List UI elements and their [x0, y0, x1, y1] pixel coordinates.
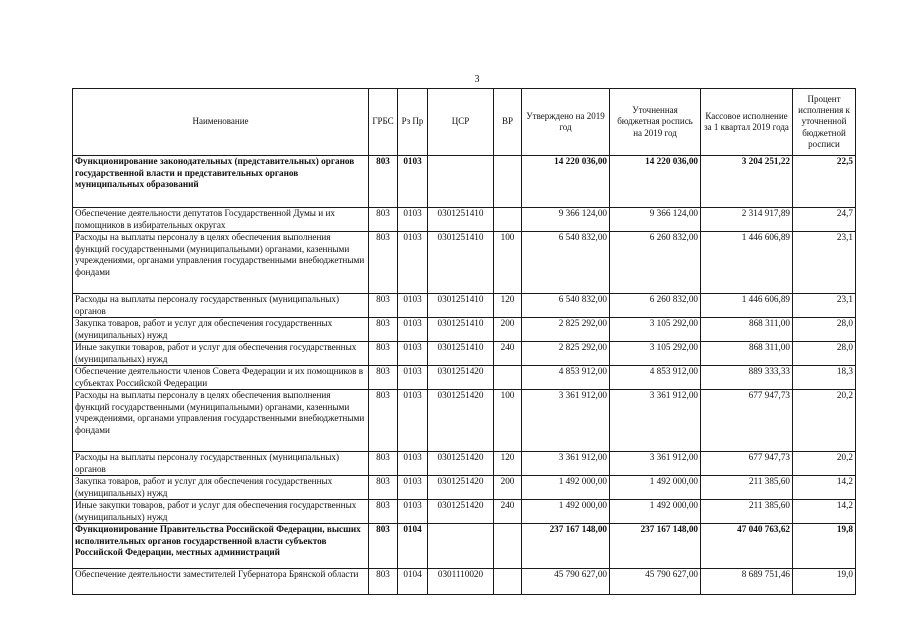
row-approved-cell: 237 167 148,00	[522, 524, 610, 569]
row-vr-cell	[494, 208, 522, 232]
row-approved-cell: 6 540 832,00	[522, 232, 610, 294]
row-csr-cell: 0301251420	[428, 476, 494, 500]
row-approved-cell: 9 366 124,00	[522, 208, 610, 232]
row-csr-cell: 0301251410	[428, 342, 494, 366]
table-row	[73, 208, 856, 232]
row-grbs-cell: 803	[369, 452, 398, 476]
row-rzpr-cell: 0103	[398, 366, 428, 390]
row-vr-cell	[494, 156, 522, 208]
row-approved-cell: 14 220 036,00	[522, 156, 610, 208]
table-row	[73, 366, 856, 390]
row-refined-cell: 6 260 832,00	[610, 294, 701, 318]
table-row	[73, 156, 856, 208]
row-executed-cell: 47 040 763,62	[701, 524, 793, 569]
row-rzpr-cell: 0103	[398, 232, 428, 294]
row-percent-cell: 28,0	[793, 342, 856, 366]
row-executed-cell: 2 314 917,89	[701, 208, 793, 232]
table-body	[73, 156, 856, 595]
row-approved-cell: 2 825 292,00	[522, 318, 610, 342]
row-csr-cell: 0301251420	[428, 366, 494, 390]
row-vr-cell	[494, 569, 522, 595]
row-approved-cell: 3 361 912,00	[522, 390, 610, 452]
table-header-row	[73, 89, 856, 156]
row-rzpr-cell: 0103	[398, 500, 428, 524]
row-grbs-cell: 803	[369, 390, 398, 452]
row-percent-cell: 20,2	[793, 390, 856, 452]
row-refined-cell: 4 853 912,00	[610, 366, 701, 390]
row-grbs-cell: 803	[369, 569, 398, 595]
table-row	[73, 500, 856, 524]
table-row	[73, 232, 856, 294]
row-vr-cell: 100	[494, 232, 522, 294]
row-percent-cell: 20,2	[793, 452, 856, 476]
row-vr-cell	[494, 366, 522, 390]
row-grbs-cell: 803	[369, 342, 398, 366]
row-csr-cell: 0301251410	[428, 318, 494, 342]
column-header-percent: Процент исполнения к уточненной бюджетной росписи	[793, 89, 856, 156]
table-row	[73, 524, 856, 569]
column-header-vr: ВР	[494, 89, 522, 156]
table-row	[73, 318, 856, 342]
row-percent-cell: 23,1	[793, 232, 856, 294]
row-rzpr-cell: 0103	[398, 476, 428, 500]
column-header-name: Наименование	[73, 89, 369, 156]
row-grbs-cell: 803	[369, 232, 398, 294]
row-rzpr-cell: 0103	[398, 208, 428, 232]
column-header-csr: ЦСР	[428, 89, 494, 156]
row-csr-cell: 0301251420	[428, 390, 494, 452]
row-rzpr-cell: 0103	[398, 390, 428, 452]
row-executed-cell: 677 947,73	[701, 390, 793, 452]
row-csr-cell: 0301251410	[428, 208, 494, 232]
row-grbs-cell: 803	[369, 366, 398, 390]
row-refined-cell: 9 366 124,00	[610, 208, 701, 232]
row-refined-cell: 237 167 148,00	[610, 524, 701, 569]
row-name-cell: Расходы на выплаты персоналу государственных (муниципальных) органов	[73, 452, 369, 476]
row-executed-cell: 889 333,33	[701, 366, 793, 390]
row-percent-cell: 19,0	[793, 569, 856, 595]
row-refined-cell: 3 105 292,00	[610, 318, 701, 342]
row-executed-cell: 1 446 606,89	[701, 232, 793, 294]
row-executed-cell: 868 311,00	[701, 318, 793, 342]
row-name-cell: Функционирование Правительства Российской Федерации, высших исполнительных органов государственной власти субъектов Российской Федерации, местных администраций	[73, 524, 369, 569]
row-name-cell: Обеспечение деятельности заместителей Губернатора Брянской области	[73, 569, 369, 595]
row-refined-cell: 6 260 832,00	[610, 232, 701, 294]
row-executed-cell: 868 311,00	[701, 342, 793, 366]
row-percent-cell: 19,8	[793, 524, 856, 569]
table-row	[73, 452, 856, 476]
column-header-rzpr: Рз Пр	[398, 89, 428, 156]
row-executed-cell: 1 446 606,89	[701, 294, 793, 318]
table-row	[73, 569, 856, 595]
row-grbs-cell: 803	[369, 156, 398, 208]
row-refined-cell: 3 361 912,00	[610, 452, 701, 476]
row-approved-cell: 2 825 292,00	[522, 342, 610, 366]
row-name-cell: Закупка товаров, работ и услуг для обеспечения государственных (муниципальных) нужд	[73, 318, 369, 342]
row-percent-cell: 14,2	[793, 476, 856, 500]
row-percent-cell: 28,0	[793, 318, 856, 342]
row-executed-cell: 3 204 251,22	[701, 156, 793, 208]
row-rzpr-cell: 0103	[398, 342, 428, 366]
row-vr-cell	[494, 524, 522, 569]
row-vr-cell: 120	[494, 452, 522, 476]
row-name-cell: Расходы на выплаты персоналу в целях обеспечения выполнения функций государственными (муниципальными) органами, казенными учреждениями, органами управления государственными внебюджетными фондами	[73, 390, 369, 452]
row-csr-cell: 0301110020	[428, 569, 494, 595]
row-grbs-cell: 803	[369, 318, 398, 342]
row-rzpr-cell: 0104	[398, 524, 428, 569]
table-row	[73, 342, 856, 366]
row-csr-cell: 0301251420	[428, 500, 494, 524]
column-header-refined: Уточненная бюджетная роспись на 2019 год	[610, 89, 701, 156]
row-csr-cell	[428, 524, 494, 569]
row-csr-cell: 0301251410	[428, 294, 494, 318]
row-name-cell: Иные закупки товаров, работ и услуг для обеспечения государственных (муниципальных) нужд	[73, 342, 369, 366]
row-approved-cell: 3 361 912,00	[522, 452, 610, 476]
row-rzpr-cell: 0103	[398, 452, 428, 476]
row-name-cell: Иные закупки товаров, работ и услуг для обеспечения государственных (муниципальных) нужд	[73, 500, 369, 524]
row-percent-cell: 22,5	[793, 156, 856, 208]
row-executed-cell: 211 385,60	[701, 500, 793, 524]
row-percent-cell: 14,2	[793, 500, 856, 524]
row-executed-cell: 8 689 751,46	[701, 569, 793, 595]
row-refined-cell: 45 790 627,00	[610, 569, 701, 595]
row-csr-cell: 0301251420	[428, 452, 494, 476]
row-refined-cell: 1 492 000,00	[610, 500, 701, 524]
row-percent-cell: 24,7	[793, 208, 856, 232]
row-name-cell: Расходы на выплаты персоналу государственных (муниципальных) органов	[73, 294, 369, 318]
row-executed-cell: 211 385,60	[701, 476, 793, 500]
row-approved-cell: 6 540 832,00	[522, 294, 610, 318]
column-header-grbs: ГРБС	[369, 89, 398, 156]
row-name-cell: Закупка товаров, работ и услуг для обеспечения государственных (муниципальных) нужд	[73, 476, 369, 500]
row-vr-cell: 240	[494, 342, 522, 366]
page-number: 3	[474, 74, 480, 85]
row-name-cell: Обеспечение деятельности членов Совета Федерации и их помощников в субъектах Российской Федерации	[73, 366, 369, 390]
row-refined-cell: 14 220 036,00	[610, 156, 701, 208]
row-vr-cell: 200	[494, 318, 522, 342]
row-approved-cell: 1 492 000,00	[522, 476, 610, 500]
row-grbs-cell: 803	[369, 476, 398, 500]
row-name-cell: Расходы на выплаты персоналу в целях обеспечения выполнения функций государственными (муниципальными) органами, казенными учреждениями, органами управления государственными внебюджетными фондами	[73, 232, 369, 294]
row-grbs-cell: 803	[369, 500, 398, 524]
table-row	[73, 476, 856, 500]
row-vr-cell: 240	[494, 500, 522, 524]
row-name-cell: Обеспечение деятельности депутатов Государственной Думы и их помощников в избирательных округах	[73, 208, 369, 232]
row-name-cell: Функционирование законодательных (представительных) органов государственной власти и представительных органов муниципальных образований	[73, 156, 369, 208]
row-approved-cell: 4 853 912,00	[522, 366, 610, 390]
row-executed-cell: 677 947,73	[701, 452, 793, 476]
row-refined-cell: 3 361 912,00	[610, 390, 701, 452]
row-csr-cell	[428, 156, 494, 208]
row-vr-cell: 100	[494, 390, 522, 452]
row-grbs-cell: 803	[369, 208, 398, 232]
row-csr-cell: 0301251410	[428, 232, 494, 294]
budget-execution-table	[72, 88, 856, 595]
row-grbs-cell: 803	[369, 294, 398, 318]
column-header-approved: Утверждено на 2019 год	[522, 89, 610, 156]
row-approved-cell: 1 492 000,00	[522, 500, 610, 524]
row-vr-cell: 200	[494, 476, 522, 500]
table-row	[73, 390, 856, 452]
column-header-executed: Кассовое исполнение за 1 квартал 2019 года	[701, 89, 793, 156]
row-grbs-cell: 803	[369, 524, 398, 569]
table-row	[73, 294, 856, 318]
row-rzpr-cell: 0103	[398, 294, 428, 318]
row-rzpr-cell: 0103	[398, 318, 428, 342]
row-vr-cell: 120	[494, 294, 522, 318]
row-refined-cell: 3 105 292,00	[610, 342, 701, 366]
row-percent-cell: 18,3	[793, 366, 856, 390]
row-rzpr-cell: 0104	[398, 569, 428, 595]
row-rzpr-cell: 0103	[398, 156, 428, 208]
row-percent-cell: 23,1	[793, 294, 856, 318]
row-refined-cell: 1 492 000,00	[610, 476, 701, 500]
row-approved-cell: 45 790 627,00	[522, 569, 610, 595]
